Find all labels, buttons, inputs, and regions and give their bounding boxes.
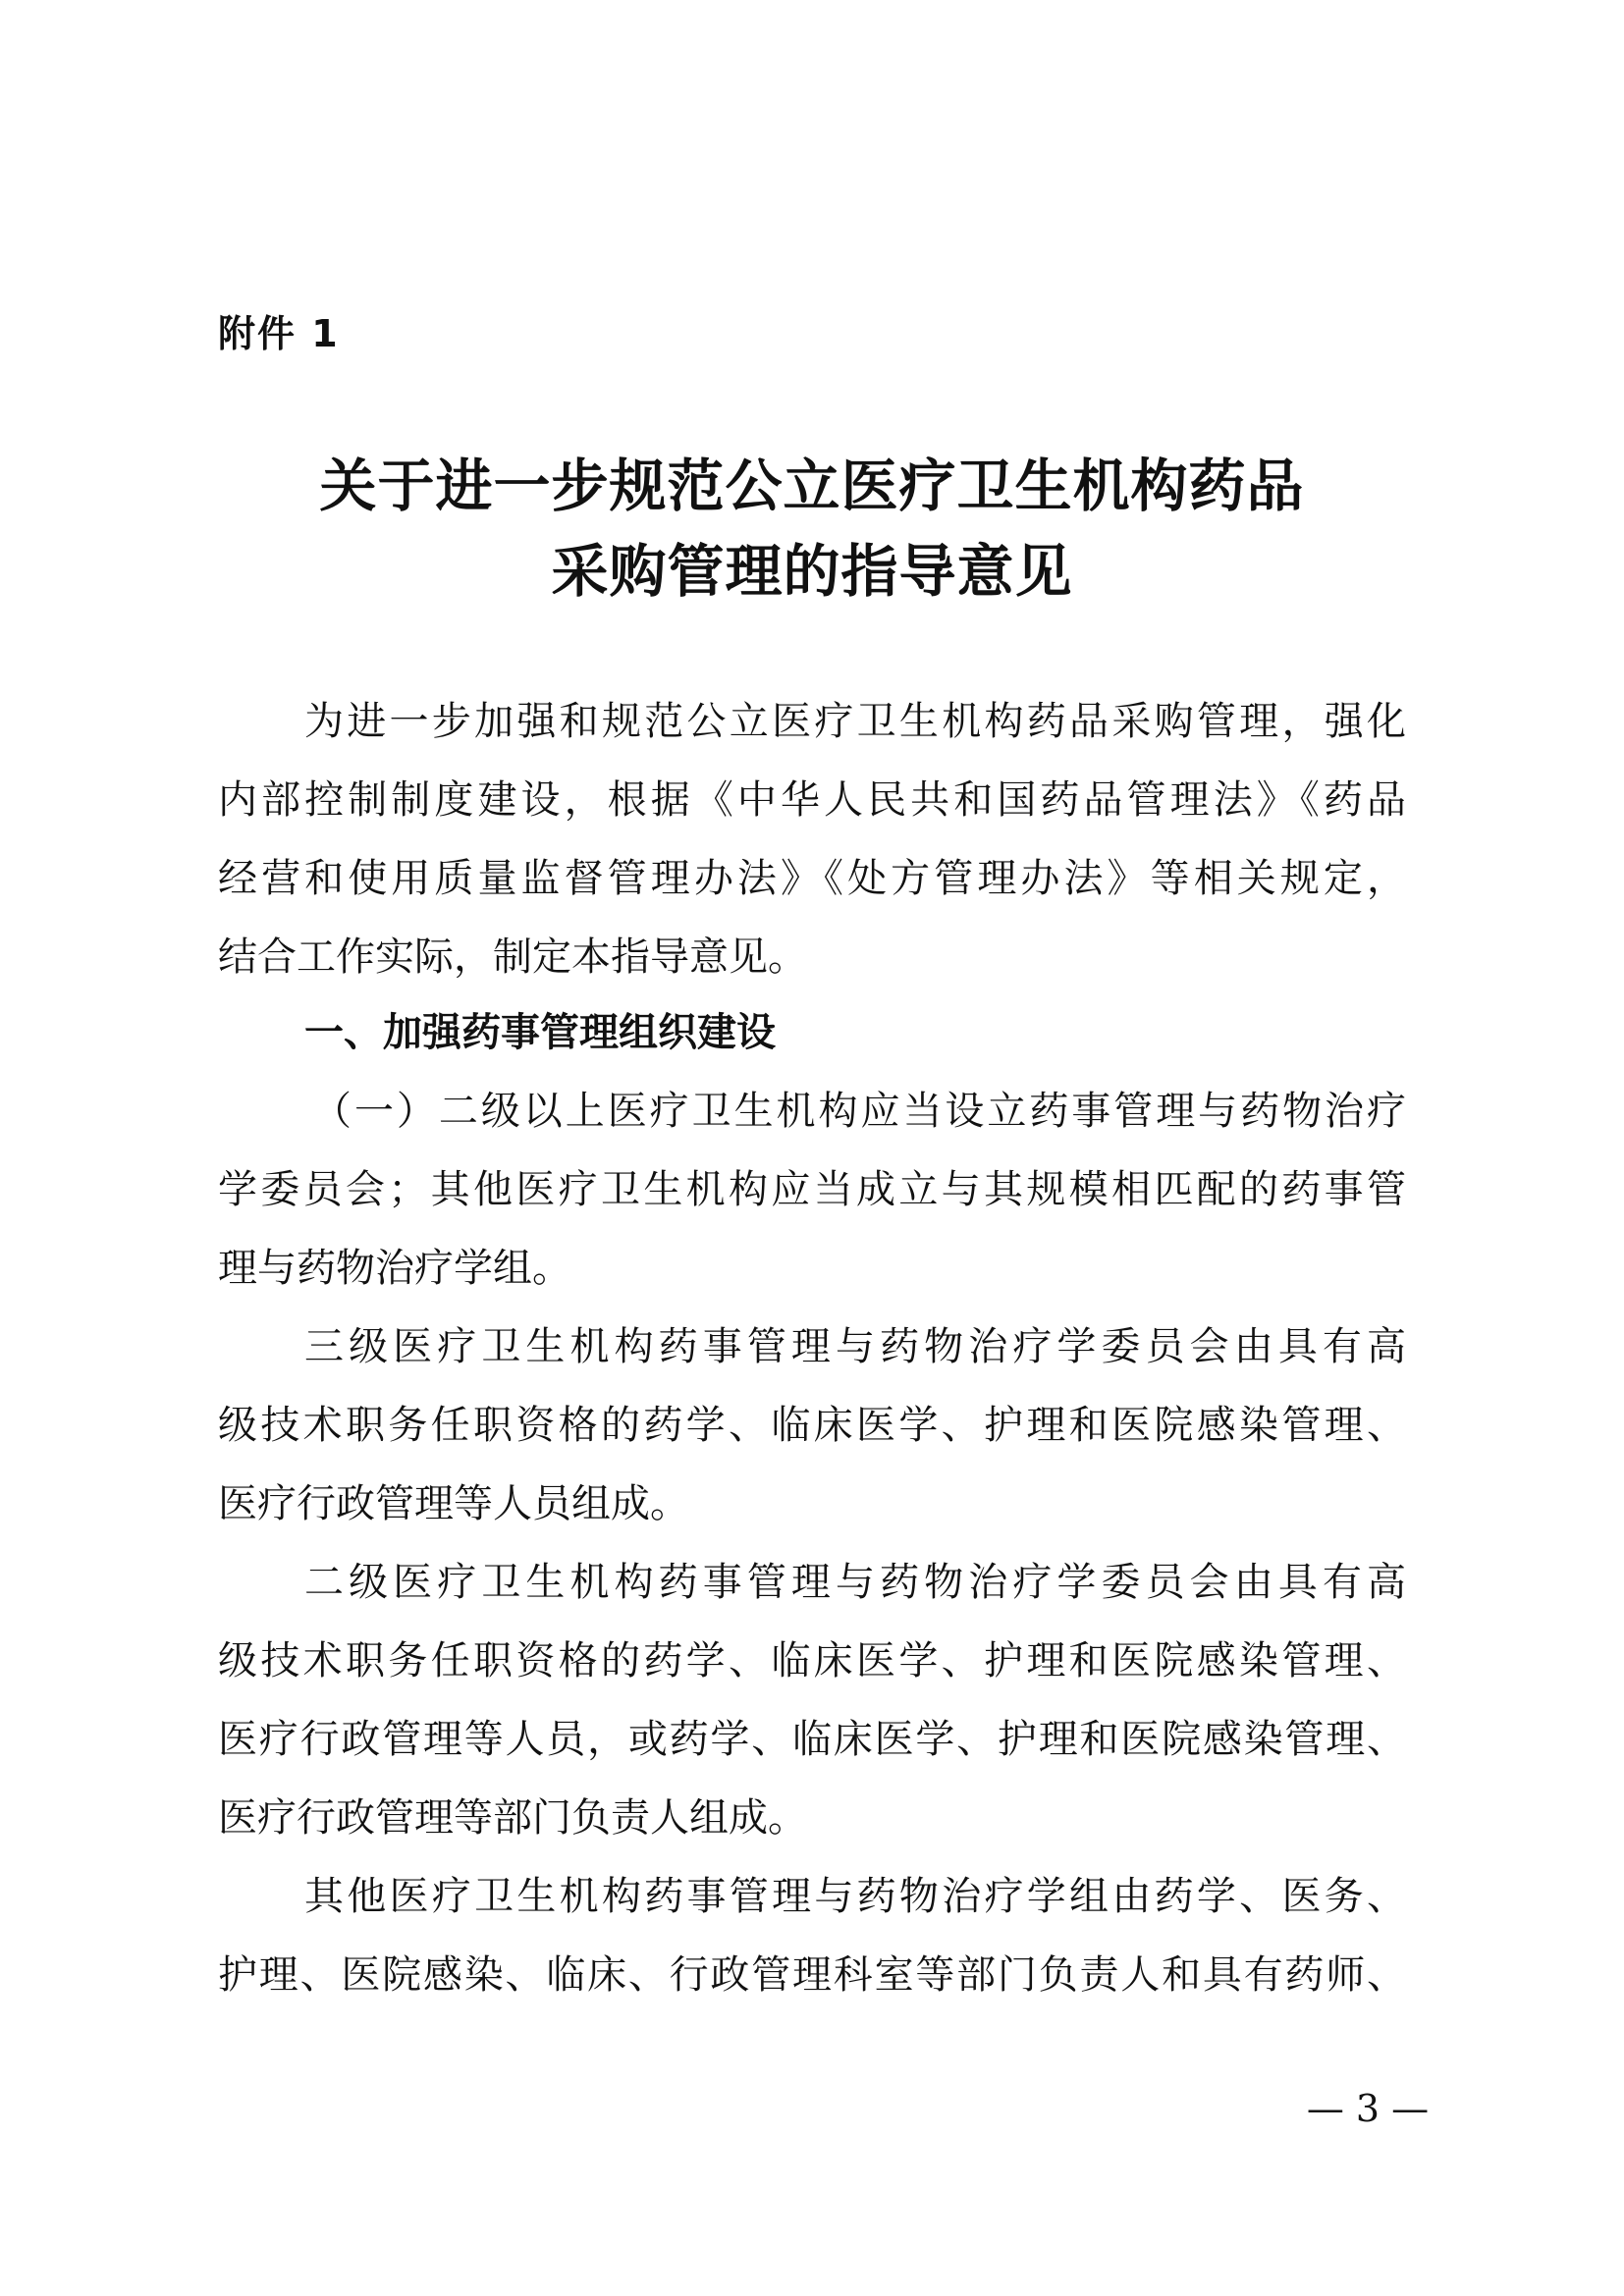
p1-line-1: （一）二级以上医疗卫生机构应当设立药事管理与药物治疗 (312, 1089, 1406, 1134)
document-title-line-2: 采购管理的指导意见 (551, 538, 1073, 605)
attachment-label: 附件 1 (218, 312, 340, 355)
document-title-line-1: 关于进一步规范公立医疗卫生机构药品 (319, 453, 1305, 519)
p3-line-1: 二级医疗卫生机构药事管理与药物治疗学委员会由具有高 (304, 1560, 1406, 1605)
p2-line-2: 级技术职务任职资格的药学、临床医学、护理和医院感染管理、 (218, 1403, 1406, 1448)
p1-line-2: 学委员会；其他医疗卫生机构应当成立与其规模相匹配的药事管 (218, 1167, 1406, 1212)
p4-line-2: 护理、医院感染、临床、行政管理科室等部门负责人和具有药师、 (218, 1952, 1406, 1998)
intro-line-2: 内部控制制度建设，根据《中华人民共和国药品管理法》《药品 (218, 777, 1406, 823)
intro-line-1: 为进一步加强和规范公立医疗卫生机构药品采购管理，强化 (304, 699, 1406, 744)
p3-line-3: 医疗行政管理等人员，或药学、临床医学、护理和医院感染管理、 (218, 1717, 1406, 1762)
p3-line-4: 医疗行政管理等部门负责人组成。 (218, 1795, 807, 1841)
intro-line-3: 经营和使用质量监督管理办法》《处方管理办法》等相关规定， (218, 856, 1406, 901)
page-number: — 3 — (1306, 2087, 1430, 2130)
p4-line-1: 其他医疗卫生机构药事管理与药物治疗学组由药学、医务、 (304, 1874, 1406, 1919)
intro-line-4: 结合工作实际，制定本指导意见。 (218, 934, 807, 980)
p3-line-2: 级技术职务任职资格的药学、临床医学、护理和医院感染管理、 (218, 1638, 1406, 1683)
section-heading-1: 一、加强药事管理组织建设 (304, 1010, 776, 1055)
p1-line-3: 理与药物治疗学组。 (218, 1246, 571, 1291)
p2-line-1: 三级医疗卫生机构药事管理与药物治疗学委员会由具有高 (304, 1324, 1406, 1369)
p2-line-3: 医疗行政管理等人员组成。 (218, 1481, 689, 1526)
